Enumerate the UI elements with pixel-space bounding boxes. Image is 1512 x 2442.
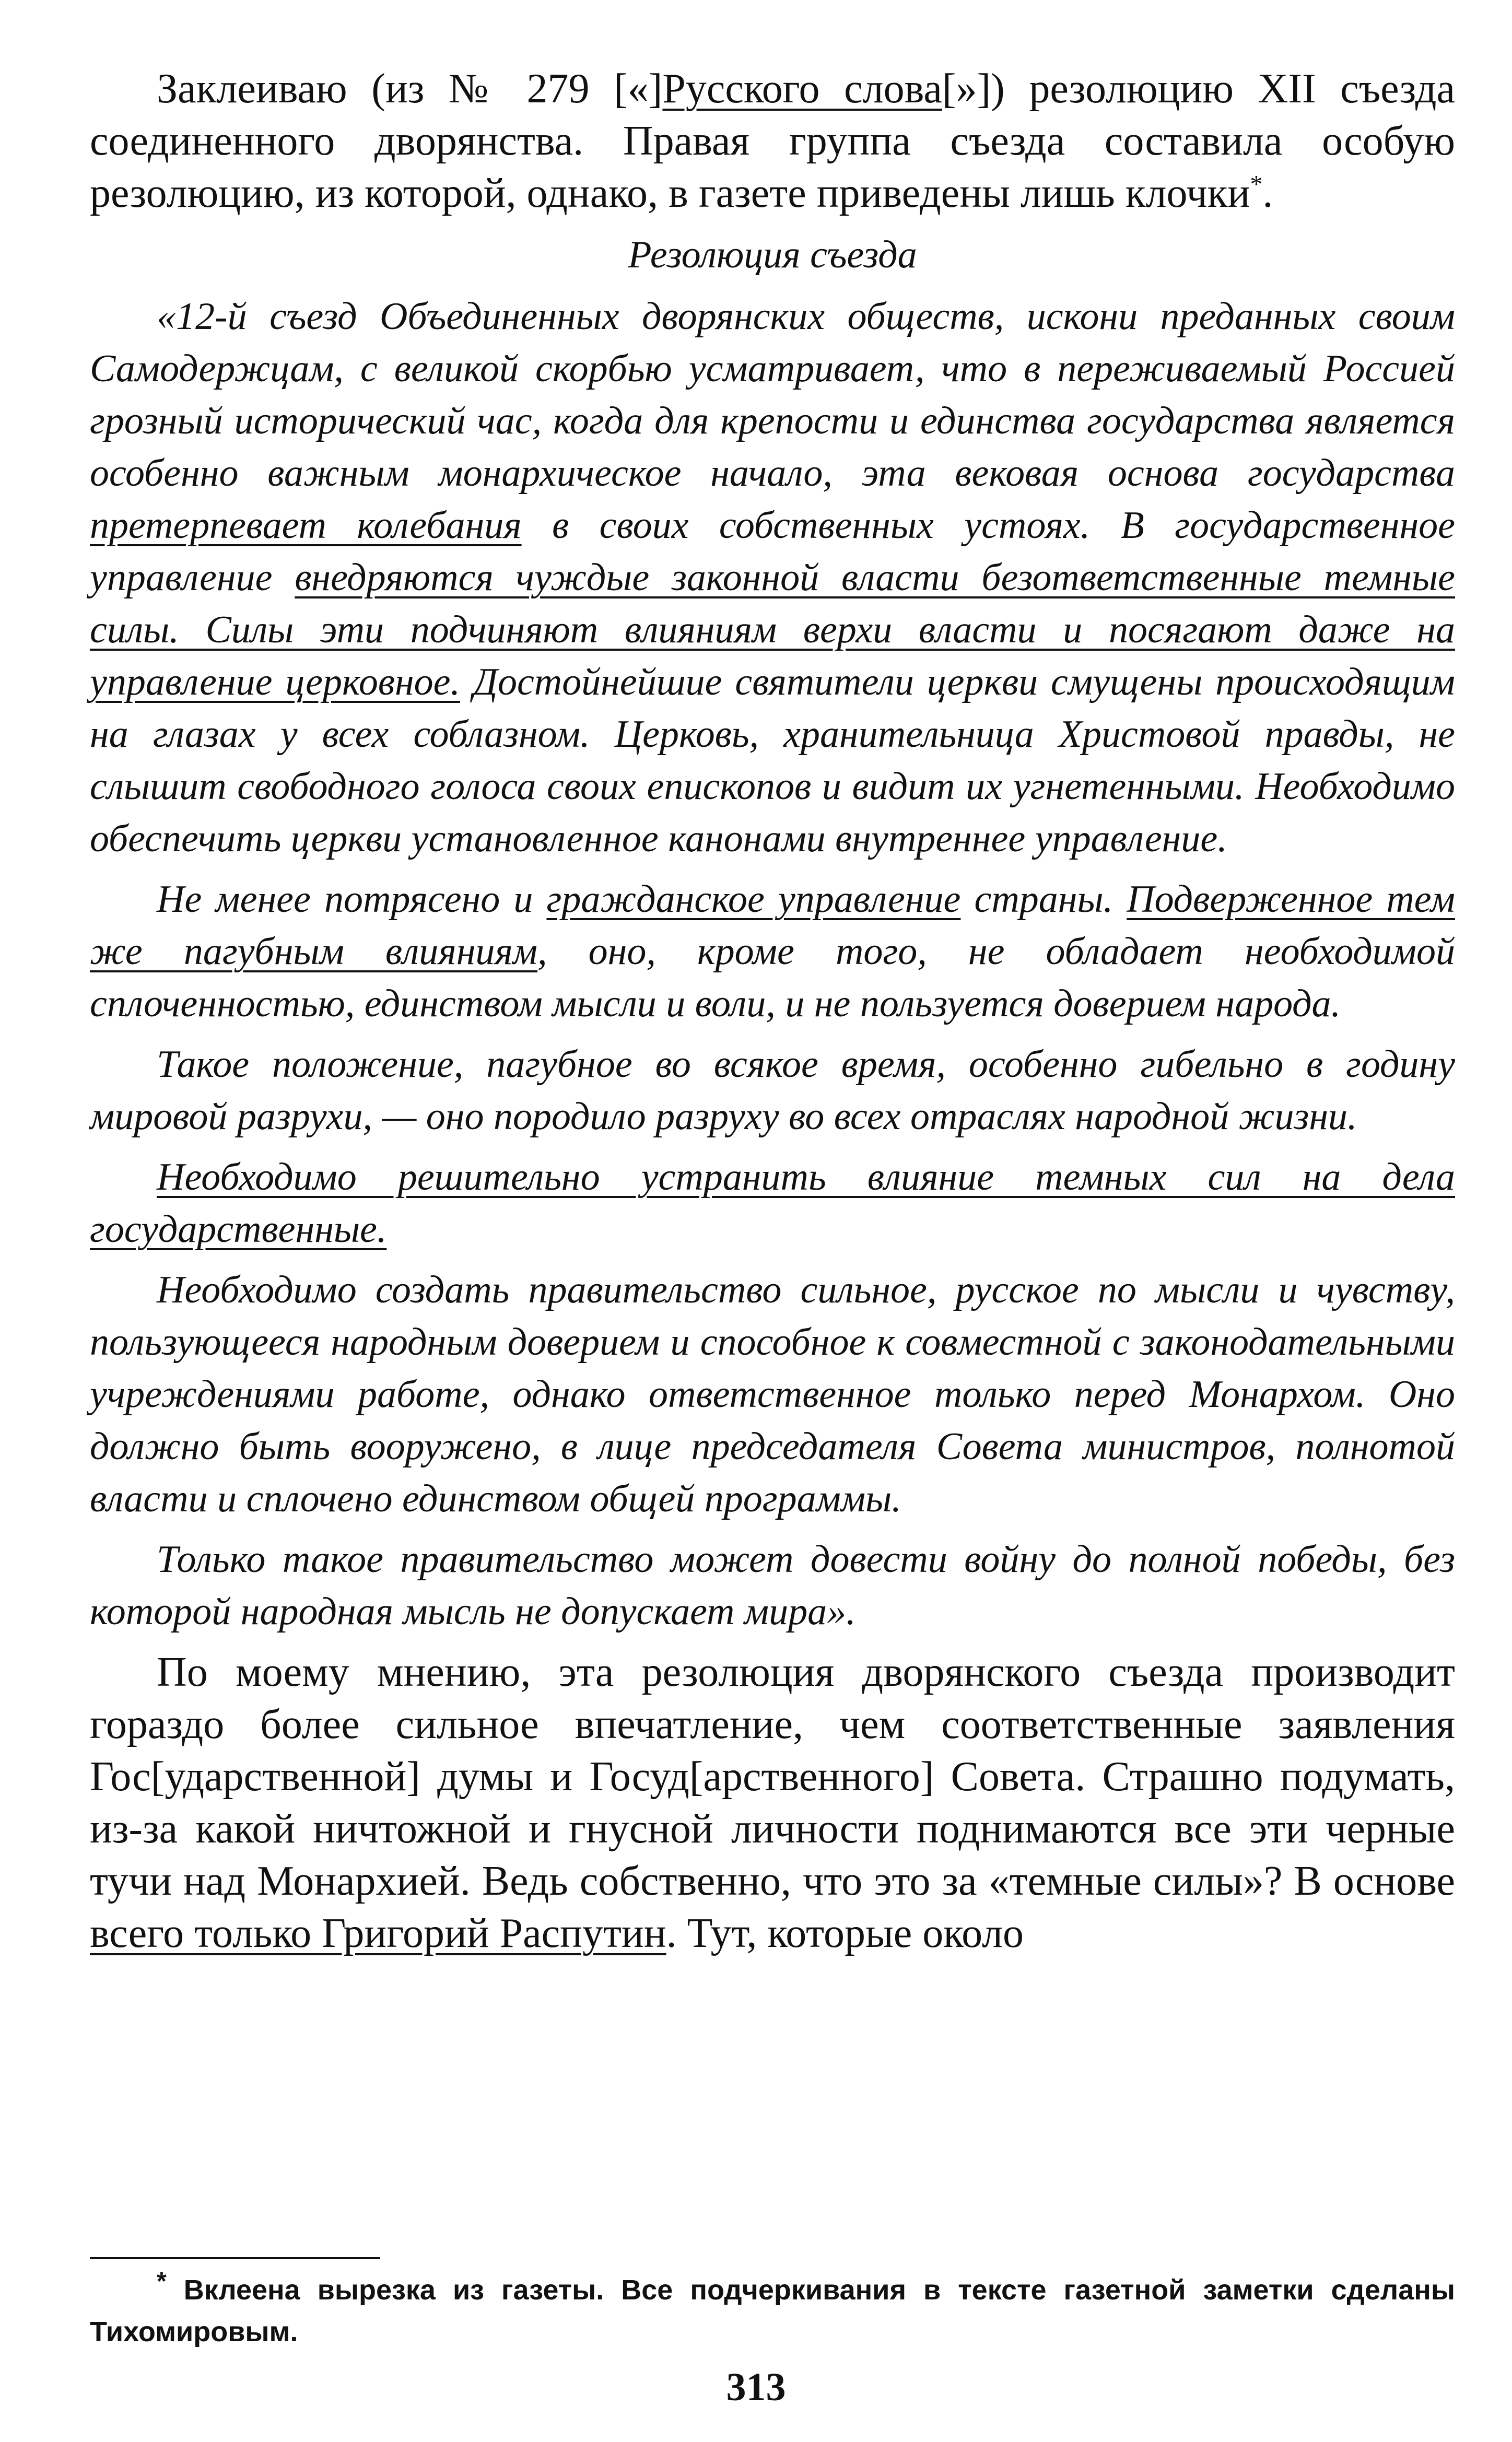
r2-underline-1: гражданское управление	[546, 878, 961, 921]
footnote-mark-bottom: *	[157, 2268, 167, 2295]
resolution-paragraph-2	[90, 873, 1455, 1030]
resolution-paragraph-1	[90, 290, 1455, 865]
page-body	[90, 63, 1455, 1959]
closing-paragraph	[90, 1646, 1455, 1959]
resolution-paragraph-4	[90, 1151, 1455, 1255]
section-title: Резолюция съезда	[628, 233, 917, 276]
footnote	[90, 2269, 1455, 2353]
resolution-paragraph-6: Только такое правительство может довести войну до полной победы, без которой народная мысль не допускает мира».	[90, 1538, 1455, 1633]
p2-text-a: По моему мнению, эта резолюция дворянского съезда производит гораздо более сильное впечатление, чем соответственные заявления Гос[ударственной] думы и Госуд[арственного] Совета. Страшно подумать, из-за какой ничтожной и гнусной личности поднимаются все эти черные тучи над Монархией. Ведь собственно, что это за «темные силы»? В основе	[90, 1649, 1455, 1904]
r4-underline: Необходимо решительно устранить влияние темных сил на дела государственные.	[90, 1156, 1455, 1251]
intro-text-2: [»]) резолюцию XII съезда соединенного дворянства. Правая группа съезда составила особую резолюцию, из которой, однако, в газете приведены лишь клочки	[90, 66, 1456, 216]
r2-text-b: страны.	[960, 878, 1127, 921]
footnote-separator	[90, 2257, 380, 2259]
r1-text-a: «12-й съезд Объединенных дворянских обществ, искони преданных своим Самодержцам, с великой скорбью усматривает, что в переживаемый Россией грозный исторический час, когда для крепости и единства государства является особенно важным монархическое начало, эта вековая основа государства	[90, 295, 1455, 495]
r1-underline-2: внедряются чуждые законной власти безответственные темные силы. Силы эти подчиняют влияниям верхи власти и посягают даже на управление церковное.	[90, 556, 1456, 703]
r2-text-a: Не менее потрясено и	[157, 878, 547, 921]
newspaper-name: Русского слова	[662, 66, 942, 112]
r1-text-c: Достойнейшие святители церкви смущены происходящим на глазах у всех соблазном. Церковь, хранительница Христовой правды, не слышит свободного голоса своих епископов и видит их угнетенными. Необходимо обеспечить церкви установленное канонами внутреннее управление.	[90, 661, 1455, 860]
intro-paragraph	[90, 63, 1455, 219]
page-number: 313	[726, 2365, 786, 2409]
r2-underline-2: Подверженное тем же пагубным влияниям	[90, 878, 1455, 973]
resolution-paragraph-3: Такое положение, пагубное во всякое время, особенно гибельно в годину мировой разрухи, — оно породило разруху во всех отраслях народной жизни.	[90, 1043, 1455, 1138]
r1-text-b: в своих собственных устоях. В государственное управление	[90, 504, 1455, 599]
r2-text-c: , оно, кроме того, не обладает необходимой сплоченностью, единством мысли и воли, и не пользуется доверием народа.	[90, 930, 1456, 1025]
r1-underline-1: претерпевает колебания	[90, 504, 522, 547]
footnote-text: Вклеена вырезка из газеты. Все подчеркивания в тексте газетной заметки сделаны Тихомировым.	[90, 2274, 1455, 2347]
resolution-paragraph-5: Необходимо создать правительство сильное, русское по мысли и чувству, пользующееся народным доверием и способное к совместной с законодательными учреждениями работе, однако ответственное только перед Монархом. Оно должно быть вооружено, в лице председателя Совета министров, полнотой власти и сплочено единством общей программы.	[90, 1269, 1455, 1520]
p2-text-b: . Тут, которые около	[666, 1910, 1024, 1956]
intro-text-1: Заклеиваю (из № 279 [«]	[157, 66, 663, 112]
footnote-mark: *	[1250, 170, 1263, 198]
p2-underline: всего только Григорий Распутин	[90, 1910, 666, 1956]
intro-text-3: .	[1262, 170, 1273, 216]
